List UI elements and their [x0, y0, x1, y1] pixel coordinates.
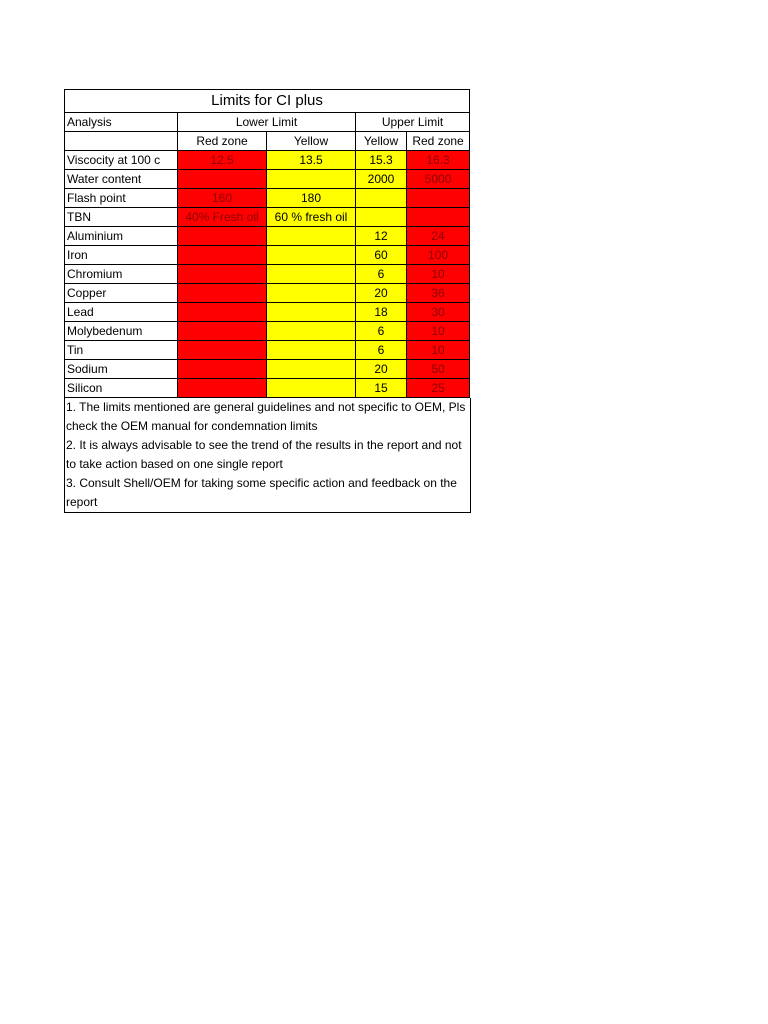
- upper-red-cell: 10: [407, 341, 470, 360]
- upper-limit-header: Upper Limit: [356, 113, 470, 132]
- title-row: [65, 90, 470, 113]
- lower-red-cell: 160: [178, 189, 267, 208]
- header-blank-cell: [65, 132, 178, 151]
- lower-yellow-cell: 60 % fresh oil: [267, 208, 356, 227]
- upper-yellow-cell: 18: [356, 303, 407, 322]
- analysis-name: Tin: [65, 341, 178, 360]
- analysis-name: Water content: [65, 170, 178, 189]
- lower-yellow-cell: [267, 303, 356, 322]
- upper-red-cell: 24: [407, 227, 470, 246]
- table-row: [65, 265, 470, 284]
- lower-yellow-cell: [267, 322, 356, 341]
- table-row: [65, 284, 470, 303]
- upper-red-cell: 5000: [407, 170, 470, 189]
- upper-red-cell: 50: [407, 360, 470, 379]
- table-row: [65, 227, 470, 246]
- lower-red-cell: [178, 246, 267, 265]
- lower-yellow-cell: [267, 170, 356, 189]
- analysis-name: Sodium: [65, 360, 178, 379]
- lower-yellow-cell: [267, 379, 356, 398]
- analysis-name: Molybedenum: [65, 322, 178, 341]
- analysis-name: TBN: [65, 208, 178, 227]
- lower-red-cell: 40% Fresh oil: [178, 208, 267, 227]
- lower-red-cell: [178, 303, 267, 322]
- upper-yellow-cell: 6: [356, 322, 407, 341]
- lower-yellow-cell: [267, 341, 356, 360]
- upper-red-zone-header: Red zone: [407, 132, 470, 151]
- lower-red-cell: [178, 379, 267, 398]
- analysis-name: Copper: [65, 284, 178, 303]
- lower-yellow-header: Yellow: [267, 132, 356, 151]
- table-row: [65, 151, 470, 170]
- analysis-name: Silicon: [65, 379, 178, 398]
- note-1: 1. The limits mentioned are general guidelines and not specific to OEM, Pls check the OEM manual for condemnation limits: [66, 400, 466, 433]
- table-row: [65, 379, 470, 398]
- header-row-1: [65, 113, 470, 132]
- table-title: Limits for CI plus: [65, 90, 470, 113]
- header-row-2: [65, 132, 470, 151]
- upper-red-cell: 100: [407, 246, 470, 265]
- table-row: [65, 170, 470, 189]
- table-row: [65, 341, 470, 360]
- analysis-name: Chromium: [65, 265, 178, 284]
- upper-yellow-cell: [356, 189, 407, 208]
- upper-yellow-cell: 2000: [356, 170, 407, 189]
- lower-red-cell: [178, 227, 267, 246]
- upper-yellow-cell: 20: [356, 360, 407, 379]
- analysis-header: Analysis: [65, 113, 178, 132]
- lower-limit-header: Lower Limit: [178, 113, 356, 132]
- upper-yellow-cell: 15: [356, 379, 407, 398]
- table-row: [65, 303, 470, 322]
- notes-section: [64, 398, 471, 513]
- upper-red-cell: 10: [407, 322, 470, 341]
- upper-yellow-header: Yellow: [356, 132, 407, 151]
- lower-yellow-cell: [267, 265, 356, 284]
- upper-yellow-cell: 6: [356, 341, 407, 360]
- lower-yellow-cell: 13.5: [267, 151, 356, 170]
- upper-yellow-cell: 20: [356, 284, 407, 303]
- upper-red-cell: 30: [407, 303, 470, 322]
- analysis-name: Viscocity at 100 c: [65, 151, 178, 170]
- analysis-name: Aluminium: [65, 227, 178, 246]
- limits-table: [64, 89, 470, 398]
- upper-yellow-cell: 12: [356, 227, 407, 246]
- table-row: [65, 189, 470, 208]
- lower-red-cell: [178, 170, 267, 189]
- note-3: 3. Consult Shell/OEM for taking some specific action and feedback on the report: [66, 476, 457, 509]
- upper-red-cell: 25: [407, 379, 470, 398]
- lower-red-cell: [178, 265, 267, 284]
- upper-red-cell: 10: [407, 265, 470, 284]
- upper-red-cell: [407, 208, 470, 227]
- upper-red-cell: 36: [407, 284, 470, 303]
- lower-red-cell: [178, 341, 267, 360]
- table-row: [65, 208, 470, 227]
- upper-red-cell: 16.3: [407, 151, 470, 170]
- upper-yellow-cell: 6: [356, 265, 407, 284]
- table-row: [65, 360, 470, 379]
- table-row: [65, 322, 470, 341]
- upper-red-cell: [407, 189, 470, 208]
- lower-red-zone-header: Red zone: [178, 132, 267, 151]
- lower-red-cell: [178, 322, 267, 341]
- table-row: [65, 246, 470, 265]
- note-2: 2. It is always advisable to see the trend of the results in the report and not to take action based on one single report: [66, 438, 462, 471]
- lower-yellow-cell: [267, 246, 356, 265]
- lower-red-cell: [178, 360, 267, 379]
- lower-yellow-cell: 180: [267, 189, 356, 208]
- analysis-name: Lead: [65, 303, 178, 322]
- upper-yellow-cell: 60: [356, 246, 407, 265]
- upper-yellow-cell: [356, 208, 407, 227]
- lower-yellow-cell: [267, 360, 356, 379]
- lower-yellow-cell: [267, 284, 356, 303]
- lower-red-cell: [178, 284, 267, 303]
- lower-yellow-cell: [267, 227, 356, 246]
- lower-red-cell: 12.5: [178, 151, 267, 170]
- analysis-name: Flash point: [65, 189, 178, 208]
- upper-yellow-cell: 15.3: [356, 151, 407, 170]
- analysis-name: Iron: [65, 246, 178, 265]
- limits-sheet: [64, 89, 469, 513]
